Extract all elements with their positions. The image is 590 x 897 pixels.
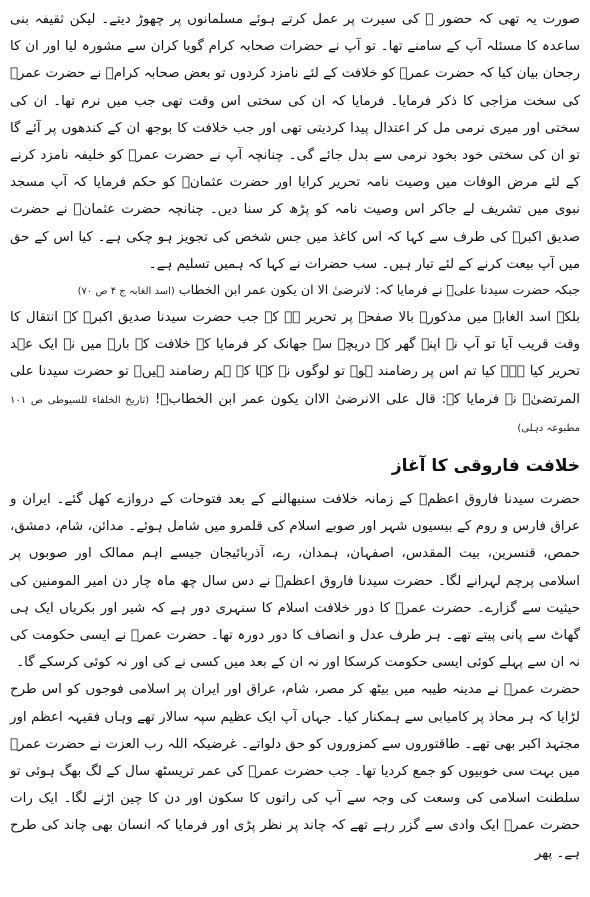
paragraph-2-text: بلکہ اسد الغابہ میں مذکورہ بالا صفحہ پر تحریر ہے کہ جب حضرت سیدنا صدیق اکبرؓ کے انتقال کا وقت قریب آیا تو آپ نے اپنے گھر کے دریچے سے جھانک کر فرمایا کہ خلافت کے بارہ میں نے ایک عہد تحریر کیا ہے۔ کیا تم اس پر رضامند ہو۔ تو لوگوں نے کہا کہ ہم رضامند ہیں۔ تو حضرت سیدنا علی المرتضیٰؓ نے فرمایا کہ: قال علی الانرضیٰ الاان یکون عمر ابن الخطابؓ! <box>10 310 580 407</box>
paragraph-4: حضرت عمرؓ نے مدینہ طیبہ میں بیٹھ کر مصر، شام، عراق اور ایران پر اسلامی فوجوں کو اس طرح لڑایا کہ ہر محاذ پر کامیابی سے ہمکنار کیا۔ جہاں آپ ایک عظیم سپہ سالار تھے وہاں فقیہہ اعظم اور مجتہد اکبر بھی تھے۔ طاقتوروں سے کمزوروں کو حق دلواتے۔ غرضیکہ اللہ رب العزت نے حضرت عمرؓ میں بہت سی خوبیوں کو جمع کردیا تھا۔ جب حضرت عمرؓ کی عمر تریسٹھ سال کے لگ بھگ ہوئی تو سلطنت اسلامی کی وسعت کی وجہ سے آپ کی راتوں کا سکون اور دن کا چین اڑنے لگا۔ ایک رات حضرت عمرؓ ایک وادی سے گزر رہے تھے کہ چاند پر نظر پڑی اور فرمایا کہ انسان بھی چاند کی طرح ہے۔ پھر <box>10 682 580 861</box>
paragraph-1: صورت یہ تھی کہ حضور ﷺ کی سیرت پر عمل کرتے ہوئے مسلمانوں پر چھوڑ دیتے۔ لیکن ثقیفہ بنی ساعدہ کا مسئلہ آپ کے سامنے تھا۔ تو آپ نے حضرات صحابہ کرام گویا کران سے مشورہ لیا اور ان کا رجحان بیان کیا کہ حضرت عمرؓ کو خلافت کے لئے نامزد کردوں تو بعض صحابہ کرامؓ نے حضرت عمرؓ کی سخت مزاجی کا ذکر فرمایا۔ فرمایا کہ ان کی سختی اس وقت تھی جب میں نرم تھا۔ ان کی سختی اور میری نرمی مل کر اعتدال پیدا کردیتی تھی اور جب خلافت کا بوجھ ان کے کندھوں پر آئے گا تو ان کی سختی خود بخود نرمی سے بدل جائے گی۔ چنانچہ آپ نے حضرت عمرؓ کو خلیفہ نامزد کرنے کے لئے مرض الوفات میں وصیت نامہ تحریر کرایا اور حضرت عثمانؓ کو حکم فرمایا کہ آپ مسجد نبوی میں تشریف لے جاکر اس وصیت نامہ کو پڑھ کر سنا دیں۔ چنانچہ حضرت عثمانؓ نے حضرت صدیق اکبرؓ کی طرف سے کہا کہ اس کاغذ میں جس شخص کی تجویز ہو چکی ہے۔ کیا اس کے حق میں آپ بیعت کرنے کے لئے تیار ہیں۔ سب حضرات نے کہا کہ ہمیں تسلیم ہے۔ <box>10 12 580 272</box>
paragraph-2 <box>10 304 580 442</box>
citation-usd-al-ghaba: (اسد الغابہ ج ۴ ص ۷۰) <box>77 286 175 298</box>
section-heading: خلافت فاروقی کا آغاز <box>391 456 580 477</box>
quote-text: جبکہ حضرت سیدنا علیؓ نے فرمایا کہ: لانرضیٰ الا ان یکون عمر ابن الخطاب <box>178 282 580 298</box>
paragraph-3: حضرت سیدنا فاروق اعظمؓ کے زمانہ خلافت سنبھالنے کے بعد فتوحات کے دروازے کھل گئے۔ ایران و عراق فارس و روم کے بیسیوں شہر اور صوبے اسلام کی قلمرو میں شامل ہوئے۔ مدائن، شام، دمشق، حمص، قنسرین، بیت المقدس، اصفہان، ہمدان، رے، آذربائیجان جیسے اہم ممالک اور صوبوں پر اسلامی پرچم لہرانے لگا۔ حضرت سیدنا فاروق اعظمؓ نے دس سال چھ ماہ چار دن امیر المومنین کی حیثیت سے گزارے۔ حضرت عمرؓ کا دور خلافت اسلام کا سنہری دور ہے کہ شیر اور بکریاں ایک ہی گھاٹ سے پانی پیتے تھے۔ ہر طرف عدل و انصاف کا دور دورہ تھا۔ حضرت عمرؓ نے ایسی حکومت کی نہ ان سے پہلے کوئی ایسی حکومت کرسکا اور نہ ان کے بعد میں کسی نے کی اور نہ کوئی کرسکے گا۔ <box>10 492 580 671</box>
citation-tarikh-al-khulafa: (تاریخ الخلفاء للسیوطی ص ۱۰۱ مطبوعہ دہلی) <box>10 394 580 434</box>
quote-line-ali <box>10 278 580 304</box>
